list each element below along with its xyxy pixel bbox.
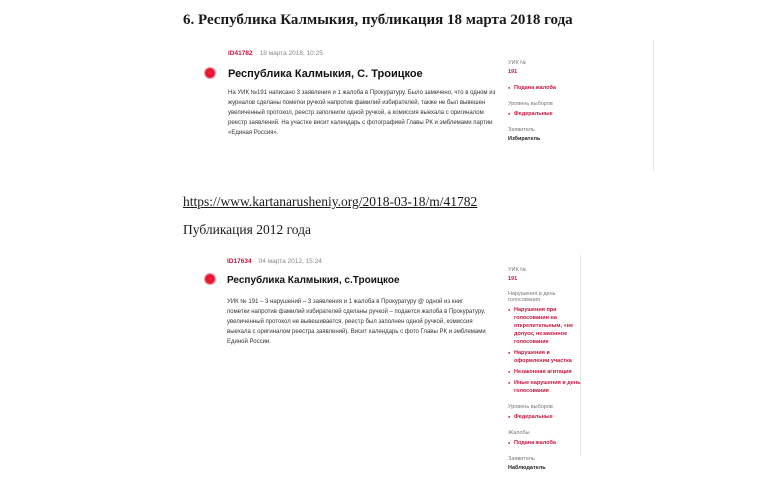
uik-value[interactable]: 191 (508, 276, 518, 282)
report-date: 04 марта 2012, 15:24 (258, 258, 322, 265)
source-link[interactable]: https://www.kartanarusheniy.org/2018-03-18/m/41782 (183, 194, 478, 209)
report-card-2012 (190, 255, 581, 471)
report-body: УИК № 191 – 3 нарушений – 3 заявления и 1 жалоба в Прокуратуру @ одной из книг пометки напротив фамилий избирателей сделаны ручкой – подается жалоба в Прокуратуру, увеличенный протокол не вывешивается, реестр был заполнен одной ручкой, комиссия выехала с оригиналом реестра заявлений). Висит календарь с фото Главы РК и эмблемами Единой России. (227, 299, 486, 345)
report-card-2018 (190, 40, 654, 172)
reporter-value: Избиратель (508, 136, 541, 142)
violation-item[interactable]: ● Нарушения в оформлении участка (508, 349, 582, 365)
marker-dot-icon (204, 273, 216, 285)
uik-value[interactable]: 191 (508, 69, 518, 75)
level-value[interactable]: ● Федеральные (508, 413, 582, 421)
report-sidebar (508, 60, 648, 151)
complaints-label: Жалобы (508, 430, 530, 436)
reporter-label: Заявитель (508, 456, 535, 462)
complaints-value[interactable]: ● Подана жалоба (508, 439, 582, 447)
level-label: Уровень выборов (508, 101, 553, 107)
section-heading: 6. Республика Калмыкия, публикация 18 марта 2018 года (183, 12, 573, 28)
uik-label: УИК № (508, 267, 527, 273)
report-date: 18 марта 2018, 10:25 (259, 50, 323, 57)
uik-label: УИК № (508, 60, 527, 66)
violation-item[interactable]: ● Незаконная агитация (508, 368, 582, 376)
reporter-value: Наблюдатель (508, 465, 546, 471)
complaint-type[interactable]: ● Подана жалоба (508, 84, 648, 92)
violation-item[interactable]: ● Иные нарушения в день голосования (508, 379, 582, 395)
reporter-label: Заявитель (508, 127, 535, 133)
report-sidebar (508, 267, 582, 480)
report-meta (228, 50, 323, 57)
violations-label: Нарушения в день голосования (508, 291, 556, 303)
report-meta (227, 258, 322, 265)
publication-label: Публикация 2012 года (183, 222, 311, 237)
violation-item[interactable]: ● Нарушения при голосовании на открепительным, «не допуск, незаконное голосование (508, 306, 582, 346)
report-title: Республика Калмыкия, с.Троицкое (227, 275, 400, 286)
report-id[interactable]: ID41782 (228, 50, 253, 57)
report-body: На УИК №191 написано 3 заявления и 1 жалоба в Прокуратуру. Было замечено, что в одном из журналов сделаны пометки ручкой напротив фамилий избирателей, также не был вывешен увеличенный протокол, реестр заполнили одной ручкой, а комиссия выехала с оригиналом реестр заявлений. На участке висит календарь с фотографией Главы РК и эмблемами партии «Единая Россия». (228, 90, 496, 136)
marker-dot-icon (204, 67, 216, 79)
level-label: Уровень выборов (508, 404, 553, 410)
report-id[interactable]: ID17634 (227, 258, 252, 265)
level-value[interactable]: ● Федеральные (508, 110, 648, 118)
report-title: Республика Калмыкия, С. Троицкое (228, 68, 423, 80)
